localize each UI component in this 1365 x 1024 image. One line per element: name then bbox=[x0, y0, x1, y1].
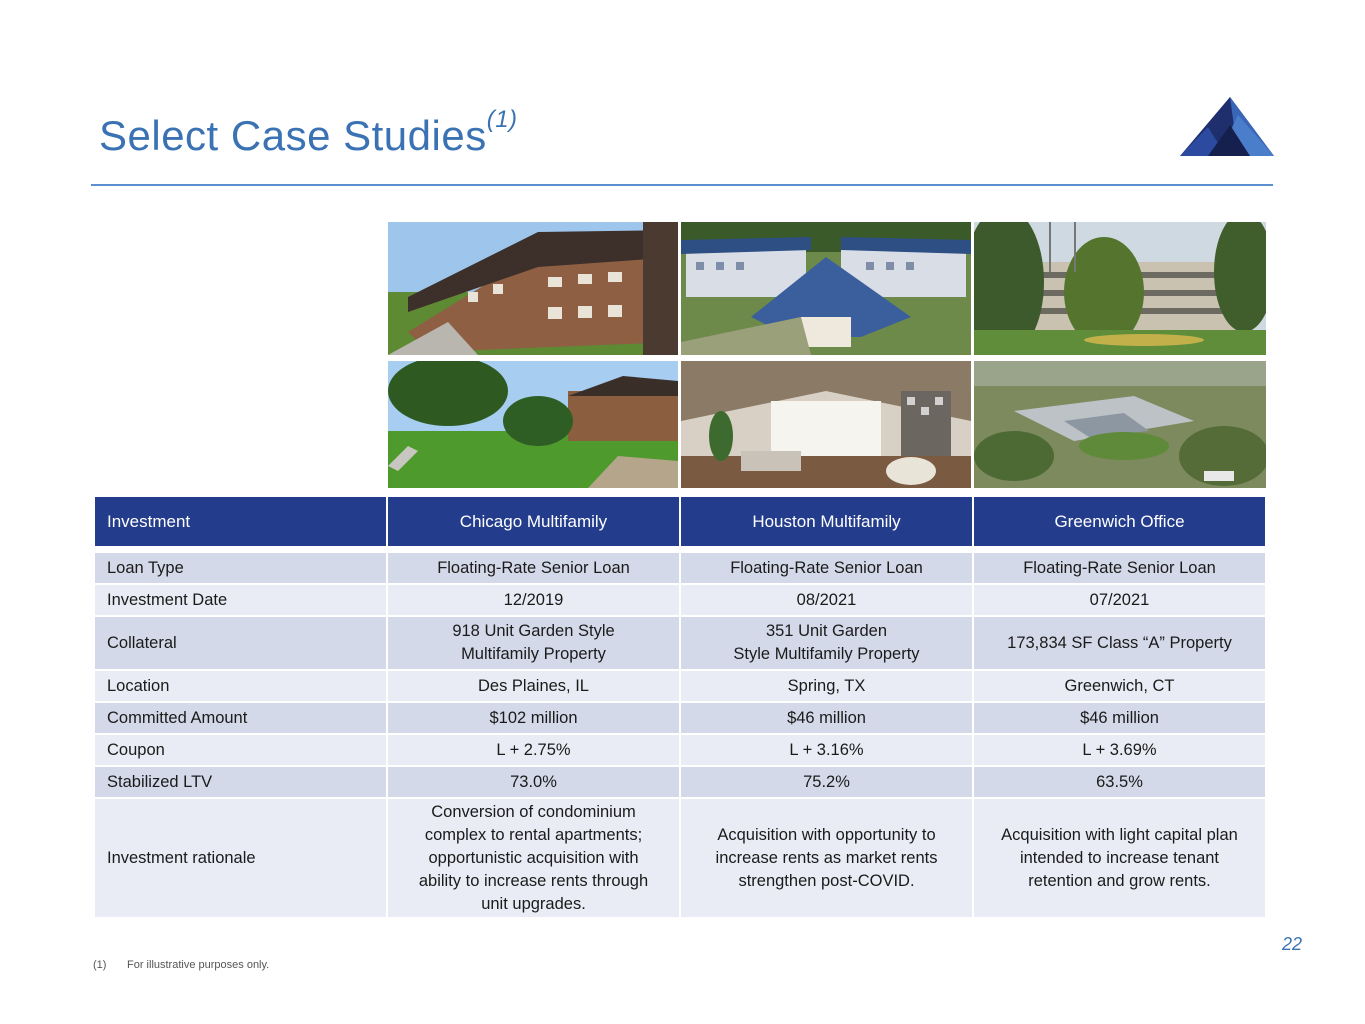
row-label: Location bbox=[94, 670, 387, 702]
cell-line: Acquisition with opportunity to bbox=[717, 825, 936, 844]
page-number: 22 bbox=[1282, 934, 1303, 954]
chicago-multifamily-courtyard-photo bbox=[388, 361, 678, 488]
cell-line: increase rents as market rents bbox=[715, 848, 938, 867]
cell-greenwich: Greenwich, CT bbox=[973, 670, 1266, 702]
cell-houston: Spring, TX bbox=[680, 670, 973, 702]
mountain-logo-icon bbox=[1178, 97, 1274, 157]
cell-greenwich: 63.5% bbox=[973, 766, 1266, 798]
cell-line: Multifamily Property bbox=[461, 645, 606, 663]
cell-houston: L + 3.16% bbox=[680, 734, 973, 766]
table-row-coupon bbox=[94, 734, 1266, 766]
table-row-location bbox=[94, 670, 1266, 702]
table-row-collateral bbox=[94, 616, 1266, 670]
row-label: Collateral bbox=[94, 616, 387, 670]
row-label: Stabilized LTV bbox=[94, 766, 387, 798]
row-label: Loan Type bbox=[94, 552, 387, 584]
houston-multifamily-aerial-photo bbox=[681, 222, 971, 355]
greenwich-office-exterior-photo bbox=[974, 222, 1266, 355]
cell-line: Conversion of condominium bbox=[431, 802, 636, 821]
property-photo-grid bbox=[388, 222, 1266, 488]
table-row-investment-date bbox=[94, 584, 1266, 616]
row-label: Committed Amount bbox=[94, 702, 387, 734]
cell-houston bbox=[680, 616, 973, 670]
header-greenwich-office: Greenwich Office bbox=[973, 496, 1266, 547]
cell-chicago bbox=[387, 798, 680, 918]
cell-chicago: 73.0% bbox=[387, 766, 680, 798]
cell-line: strengthen post-COVID. bbox=[738, 871, 915, 890]
row-label: Investment rationale bbox=[94, 798, 387, 918]
cell-greenwich: 07/2021 bbox=[973, 584, 1266, 616]
header-chicago-multifamily: Chicago Multifamily bbox=[387, 496, 680, 547]
cell-chicago: Floating-Rate Senior Loan bbox=[387, 552, 680, 584]
cell-line: ability to increase rents through bbox=[418, 871, 649, 890]
table-row-loan-type bbox=[94, 552, 1266, 584]
case-studies-table bbox=[93, 495, 1267, 919]
cell-line: Acquisition with light capital plan bbox=[1001, 825, 1238, 844]
cell-chicago: 12/2019 bbox=[387, 584, 680, 616]
cell-line: opportunistic acquisition with bbox=[428, 848, 639, 867]
header-investment: Investment bbox=[94, 496, 387, 547]
houston-multifamily-interior-photo bbox=[681, 361, 971, 488]
table-row-investment-rationale bbox=[94, 798, 1266, 918]
cell-chicago bbox=[387, 616, 680, 670]
header-houston-multifamily: Houston Multifamily bbox=[680, 496, 973, 547]
table-row-stabilized-ltv bbox=[94, 766, 1266, 798]
cell-chicago: Des Plaines, IL bbox=[387, 670, 680, 702]
page-title bbox=[99, 106, 518, 160]
cell-chicago: L + 2.75% bbox=[387, 734, 680, 766]
table-row-committed-amount bbox=[94, 702, 1266, 734]
cell-line: complex to rental apartments; bbox=[424, 825, 643, 844]
cell-chicago: $102 million bbox=[387, 702, 680, 734]
cell-line: 173,834 SF Class “A” Property bbox=[1007, 633, 1232, 652]
cell-line: unit upgrades. bbox=[481, 894, 586, 913]
row-label: Coupon bbox=[94, 734, 387, 766]
cell-line: intended to increase tenant bbox=[1019, 848, 1220, 867]
row-label: Investment Date bbox=[94, 584, 387, 616]
greenwich-office-aerial-photo bbox=[974, 361, 1266, 488]
title-divider bbox=[91, 184, 1273, 186]
footnote bbox=[93, 959, 269, 971]
cell-greenwich bbox=[973, 798, 1266, 918]
cell-line: 918 Unit Garden Style bbox=[452, 622, 615, 640]
cell-line: Style Multifamily Property bbox=[733, 645, 920, 663]
cell-line: 351 Unit Garden bbox=[765, 622, 888, 640]
cell-houston: Floating-Rate Senior Loan bbox=[680, 552, 973, 584]
cell-greenwich bbox=[973, 616, 1266, 670]
cell-greenwich: Floating-Rate Senior Loan bbox=[973, 552, 1266, 584]
cell-line: retention and grow rents. bbox=[1028, 871, 1211, 890]
page-title-text: Select Case Studies bbox=[99, 112, 487, 159]
footnote-text: For illustrative purposes only. bbox=[127, 959, 270, 971]
cell-greenwich: L + 3.69% bbox=[973, 734, 1266, 766]
cell-houston: 75.2% bbox=[680, 766, 973, 798]
title-footnote-marker: (1) bbox=[486, 106, 518, 133]
cell-houston: 08/2021 bbox=[680, 584, 973, 616]
table-header-row bbox=[94, 496, 1266, 547]
cell-houston bbox=[680, 798, 973, 918]
footnote-number: (1) bbox=[93, 959, 107, 971]
chicago-multifamily-exterior-photo bbox=[388, 222, 678, 355]
cell-greenwich: $46 million bbox=[973, 702, 1266, 734]
cell-houston: $46 million bbox=[680, 702, 973, 734]
